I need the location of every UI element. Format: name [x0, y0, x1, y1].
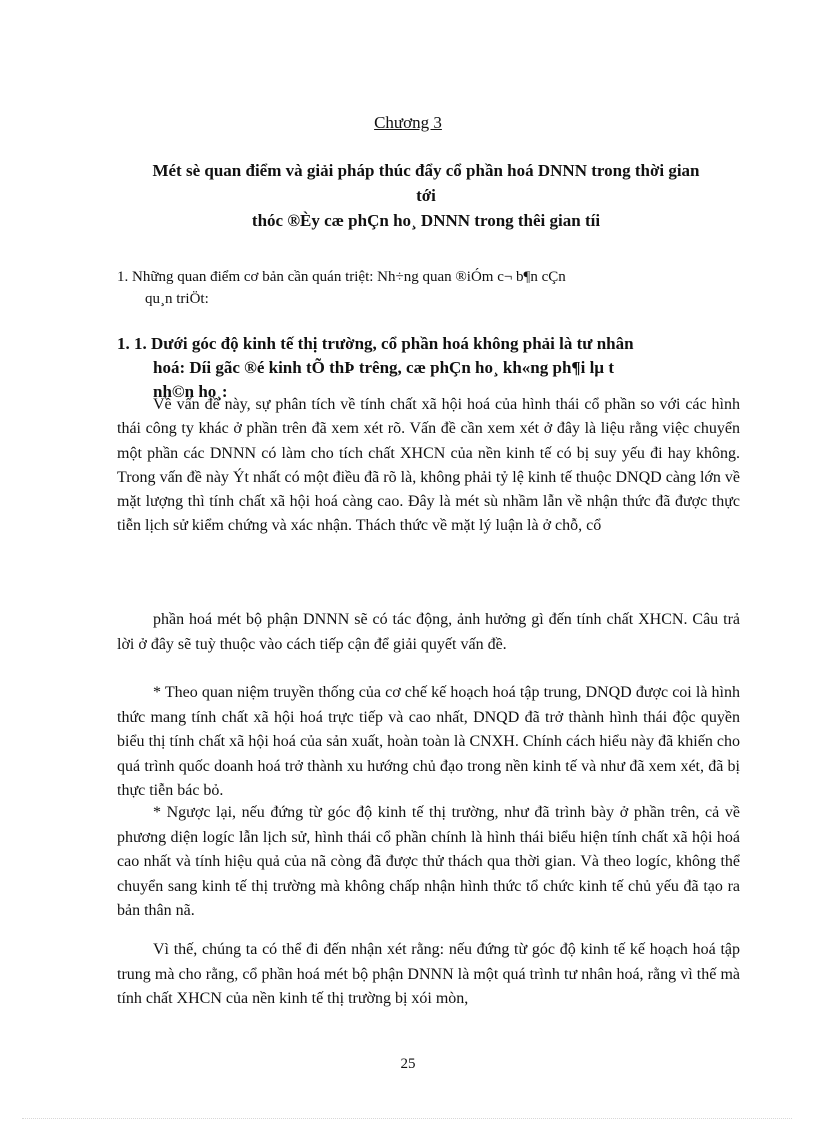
chapter-heading: Chương 3: [374, 113, 442, 132]
section-1-1-line: nh©n ho¸:: [153, 382, 228, 401]
title-line: Mét sè quan điểm và giải pháp thúc đẩy cổ phần hoá DNNN trong thời gian: [152, 161, 700, 180]
section-1-line: 1. Những quan điểm cơ bản cần quán triệt: Nh÷ng quan ®iÓm c¬ b¶n cÇn: [117, 269, 566, 285]
body-paragraph: Vì thế, chúng ta có thể đi đến nhận xét rằng: nếu đứng từ góc độ kinh tế kế hoạch hoá tập trung mà cho rằng, cổ phần hoá mét bộ phận DNNN là một quá trình tư nhân hoá, rằng vì thế mà tính chất XHCN của nền kinh tế thị trường bị xói mòn,: [117, 941, 740, 1007]
chapter-title: [112, 158, 740, 233]
title-line: tới: [416, 186, 436, 205]
body-paragraph: * Ngược lại, nếu đứng từ góc độ kinh tế thị trường, như đã trình bày ở phần trên, cả về phương diện logíc lẫn lịch sử, hình thái cổ phần chính là hình thái biểu hiện tính chất xã hội hoá cao nhất và tính hiệu quả của nã còng đã được thử thách qua thời gian. Và theo logíc, không thể chuyển sang kinh tế thị trường mà không chấp nhận hình thức tổ chức kinh tế chủ yếu đã tạo ra bản thân nã.: [117, 804, 740, 919]
body-paragraph: Về vấn đề này, sự phân tích về tính chất xã hội hoá của hình thái cổ phần so với các hình thái công ty khác ở phần trên đã xem xét rõ. Vấn đề cần xem xét ở đây là liệu rằng việc chuyển một phần các DNNN có làm cho tích chất XHCN của nền kinh tế có bị suy yếu đi hay không. Trong vấn đề này Ýt nhất có một điều đã rõ là, không phải tỷ lệ kinh tế thuộc DNQD càng lớn về mặt lượng thì tính chất xã hội hoá càng cao. Đây là mét sù nhầm lẫn về nhận thức đã được thực tiễn lịch sử kiểm chứng và xác nhận. Thách thức về mặt lý luận là ở chỗ, cổ: [117, 396, 740, 535]
section-1-1-line: hoá: Díi gãc ®é kinh tÕ thÞ trêng, cæ phÇn ho¸ kh«ng ph¶i lµ t: [153, 358, 614, 377]
page-bottom-divider: [22, 1118, 792, 1119]
body-paragraph: phần hoá mét bộ phận DNNN sẽ có tác động, ảnh hưởng gì đến tính chất XHCN. Câu trả lời ở đây sẽ tuỳ thuộc vào cách tiếp cận để giải quyết vấn đề.: [117, 611, 740, 653]
page-number: 25: [400, 1056, 416, 1072]
body-paragraph: * Theo quan niệm truyền thống của cơ chế kế hoạch hoá tập trung, DNQD được coi là hình thức mang tính chất xã hội hoá trực tiếp và cao nhất, DNQD đã trở thành hình thái độc quyền biểu thị tính chất xã hội hoá của sản xuất, hoàn toàn là CNXH. Chính cách hiểu này đã khiến cho quá trình quốc doanh hoá trở thành xu hướng chủ đạo trong nền kinh tế và như đã xem xét, đã bị thực tiễn bác bỏ.: [117, 684, 740, 799]
section-1-line: qu¸n triÖt:: [145, 291, 209, 307]
title-line: thóc ®Èy cæ phÇn ho¸ DNNN trong thêi gian tíi: [251, 211, 601, 230]
section-1-1-line: 1. 1. Dưới góc độ kinh tế thị trường, cổ phần hoá không phải là tư nhân: [117, 334, 634, 353]
section-1-heading: [117, 266, 739, 310]
